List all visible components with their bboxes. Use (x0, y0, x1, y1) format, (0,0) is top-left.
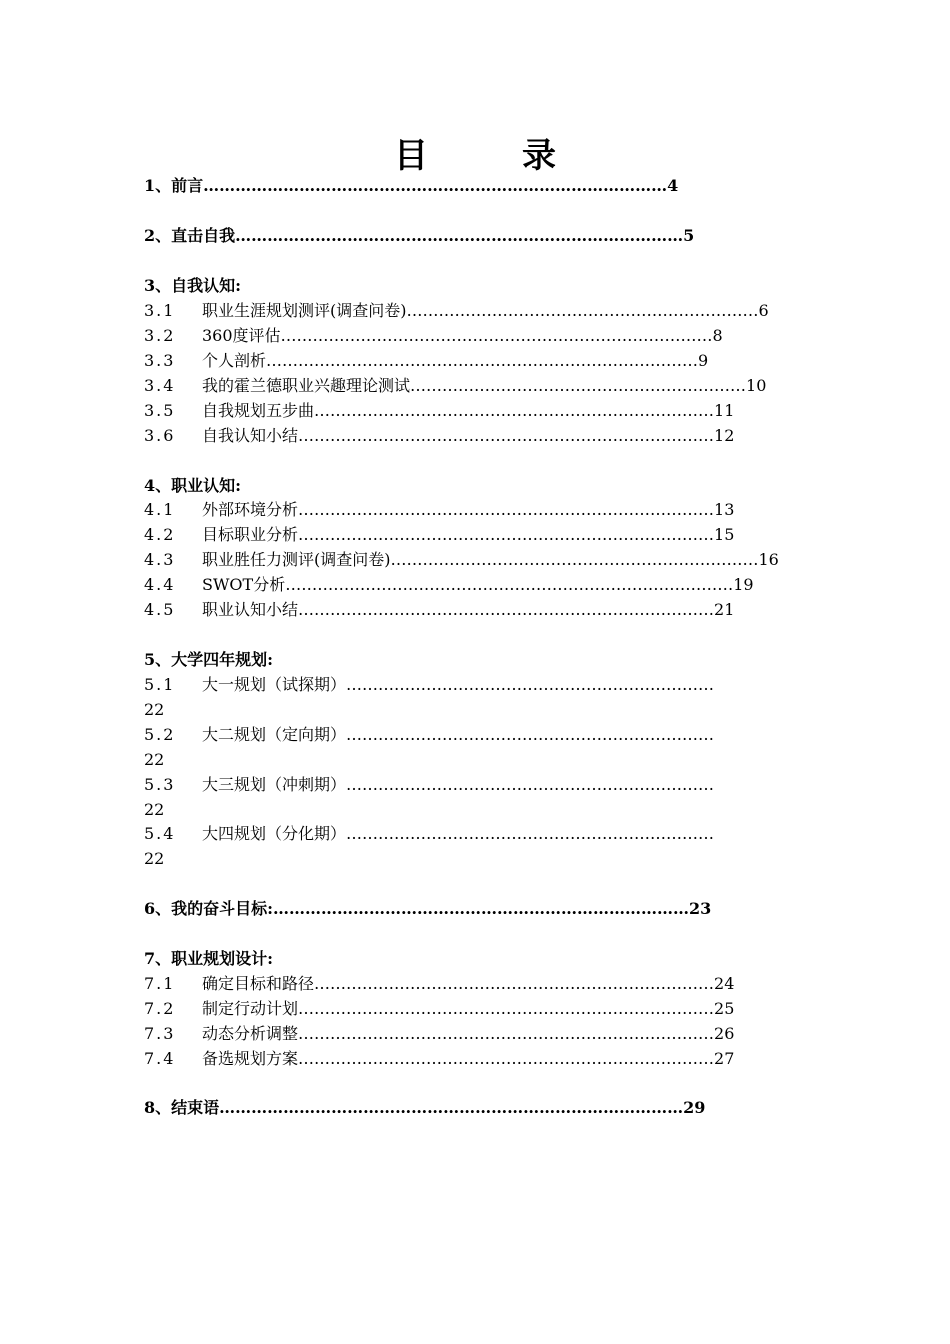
toc-leader: ………………………………………………………………………… (235, 226, 684, 245)
toc-leader: …………………………………………………………… (346, 725, 715, 744)
toc-heading-7[interactable] (144, 949, 273, 969)
toc-text: 职业生涯规划测评(调查问卷) (202, 301, 407, 320)
toc-number: 4.5 (144, 600, 176, 619)
toc-text: 制定行动计划 (202, 999, 299, 1018)
toc-leader: …………………………………………………………………… (298, 1024, 715, 1043)
toc-page-5-4 (144, 849, 164, 869)
toc-number: 7.3 (144, 1024, 176, 1043)
toc-heading: 1、前言 (144, 176, 204, 195)
toc-leader: ……………………………………………………… (410, 376, 747, 395)
toc-leader: …………………………………………………………… (390, 550, 759, 569)
toc-leader: …………………………………………………………… (346, 675, 715, 694)
toc-page-number: 27 (714, 1049, 735, 1068)
toc-heading: 5、大学四年规划: (144, 650, 274, 669)
toc-page-number: 29 (683, 1098, 706, 1117)
toc-leader: …………………………………………………………………………… (203, 176, 668, 195)
toc-leader: …………………………………………………………………… (298, 500, 715, 519)
toc-text: 目标职业分析 (202, 525, 299, 544)
toc-page-number: 13 (714, 500, 735, 519)
toc-heading: 8、结束语 (144, 1098, 220, 1117)
toc-leader: ………………………………………………………………… (314, 974, 715, 993)
toc-number: 3.2 (144, 326, 176, 345)
toc-entry-5-1[interactable] (144, 675, 714, 695)
toc-heading: 7、职业规划设计: (144, 949, 274, 968)
toc-entry-3-5[interactable] (144, 401, 734, 421)
toc-entry-7-1[interactable] (144, 974, 734, 994)
page-title: 目 录 (394, 136, 586, 176)
toc-leader: …………………………………………………………………… (298, 525, 715, 544)
toc-page-number: 11 (714, 401, 735, 420)
toc-page-number: 5 (683, 226, 695, 245)
toc-number: 3.4 (144, 376, 176, 395)
toc-leader: …………………………………………………………… (346, 775, 715, 794)
toc-number: 3.5 (144, 401, 176, 420)
toc-entry-5-3[interactable] (144, 775, 714, 795)
toc-heading-5[interactable] (144, 650, 273, 670)
toc-text: SWOT分析 (202, 575, 286, 594)
toc-number: 4.2 (144, 525, 176, 544)
toc-page-number: 22 (144, 750, 165, 769)
toc-page-number: 6 (758, 301, 769, 320)
toc-entry-7-3[interactable] (144, 1024, 734, 1044)
toc-page-5-2 (144, 750, 164, 770)
toc-heading: 6、我的奋斗目标: (144, 899, 274, 918)
toc-text: 大二规划（定向期） (202, 725, 347, 744)
toc-leader: …………………………………………………………………… (298, 999, 715, 1018)
toc-text: 个人剖析 (202, 351, 267, 370)
toc-text: 动态分析调整 (202, 1024, 299, 1043)
toc-text: 大一规划（试探期） (202, 675, 347, 694)
toc-heading-4[interactable] (144, 476, 241, 496)
toc-leader: …………………………………………………………………… (298, 1049, 715, 1068)
toc-page-number: 23 (689, 899, 712, 918)
toc-entry-4-2[interactable] (144, 525, 734, 545)
toc-leader: ………………………………………………………………… (314, 401, 715, 420)
toc-page-number: 15 (714, 525, 735, 544)
toc-number: 5.2 (144, 725, 176, 744)
toc-entry-6[interactable] (144, 899, 711, 919)
toc-leader: …………………………………………………………………………… (219, 1098, 684, 1117)
toc-number: 4.1 (144, 500, 176, 519)
toc-text: 自我认知小结 (202, 426, 299, 445)
toc-number: 4.3 (144, 550, 176, 569)
toc-page-5-1 (144, 700, 164, 720)
toc-entry-3-6[interactable] (144, 426, 734, 446)
toc-text: 360度评估 (202, 326, 281, 345)
toc-page-number: 10 (746, 376, 767, 395)
toc-number: 5.3 (144, 775, 176, 794)
toc-entry-4-5[interactable] (144, 600, 734, 620)
toc-number: 3.3 (144, 351, 176, 370)
toc-text: 外部环境分析 (202, 500, 299, 519)
toc-entry-4-3[interactable] (144, 550, 779, 570)
toc-leader: …………………………………………………………………… (273, 899, 690, 918)
toc-entry-3-1[interactable] (144, 301, 769, 321)
toc-page-number: 19 (733, 575, 754, 594)
toc-entry-3-2[interactable] (144, 326, 723, 346)
toc-leader: ……………………………………………………………………… (266, 351, 699, 370)
toc-page-number: 22 (144, 849, 165, 868)
toc-page-number: 12 (714, 426, 735, 445)
toc-page-number: 26 (714, 1024, 735, 1043)
toc-number: 3.6 (144, 426, 176, 445)
toc-leader: …………………………………………………………………… (298, 600, 715, 619)
toc-number: 7.1 (144, 974, 176, 993)
toc-entry-7-2[interactable] (144, 999, 734, 1019)
toc-heading: 2、直击自我 (144, 226, 236, 245)
toc-page-number: 9 (698, 351, 709, 370)
toc-number: 7.4 (144, 1049, 176, 1068)
toc-page-number: 25 (714, 999, 735, 1018)
toc-page-number: 16 (758, 550, 779, 569)
toc-page-number: 21 (714, 600, 735, 619)
toc-text: 自我规划五步曲 (202, 401, 315, 420)
toc-text: 职业胜任力测评(调查问卷) (202, 550, 391, 569)
toc-entry-5-4[interactable] (144, 824, 714, 844)
toc-page-number: 8 (712, 326, 723, 345)
toc-page-number: 22 (144, 800, 165, 819)
toc-leader: …………………………………………………………………… (298, 426, 715, 445)
toc-heading-3[interactable] (144, 276, 241, 296)
toc-entry-4-1[interactable] (144, 500, 734, 520)
toc-leader: ………………………………………………………………………… (285, 575, 734, 594)
toc-text: 我的霍兰德职业兴趣理论测试 (202, 376, 411, 395)
toc-heading: 3、自我认知: (144, 276, 242, 295)
toc-entry-2[interactable] (144, 226, 694, 246)
toc-text: 大三规划（冲刺期） (202, 775, 347, 794)
toc-text: 确定目标和路径 (202, 974, 315, 993)
toc-number: 5.4 (144, 824, 176, 843)
toc-entry-4-4[interactable] (144, 575, 754, 595)
toc-number: 5.1 (144, 675, 176, 694)
toc-number: 3.1 (144, 301, 176, 320)
toc-entry-3-3[interactable] (144, 351, 708, 371)
toc-page-number: 24 (714, 974, 735, 993)
toc-page-number: 22 (144, 700, 165, 719)
toc-text: 备选规划方案 (202, 1049, 299, 1068)
toc-entry-7-4[interactable] (144, 1049, 734, 1069)
toc-entry-8[interactable] (144, 1098, 705, 1118)
toc-leader: …………………………………………………………… (346, 824, 715, 843)
toc-page-5-3 (144, 800, 164, 820)
toc-heading: 4、职业认知: (144, 476, 242, 495)
toc-leader: ……………………………………………………………………… (280, 326, 713, 345)
toc-entry-1[interactable] (144, 176, 678, 196)
toc-entry-3-4[interactable] (144, 376, 766, 396)
toc-entry-5-2[interactable] (144, 725, 714, 745)
toc-text: 大四规划（分化期） (202, 824, 347, 843)
toc-number: 7.2 (144, 999, 176, 1018)
toc-leader: ………………………………………………………… (406, 301, 759, 320)
toc-page-number: 4 (667, 176, 679, 195)
toc-text: 职业认知小结 (202, 600, 299, 619)
toc-number: 4.4 (144, 575, 176, 594)
